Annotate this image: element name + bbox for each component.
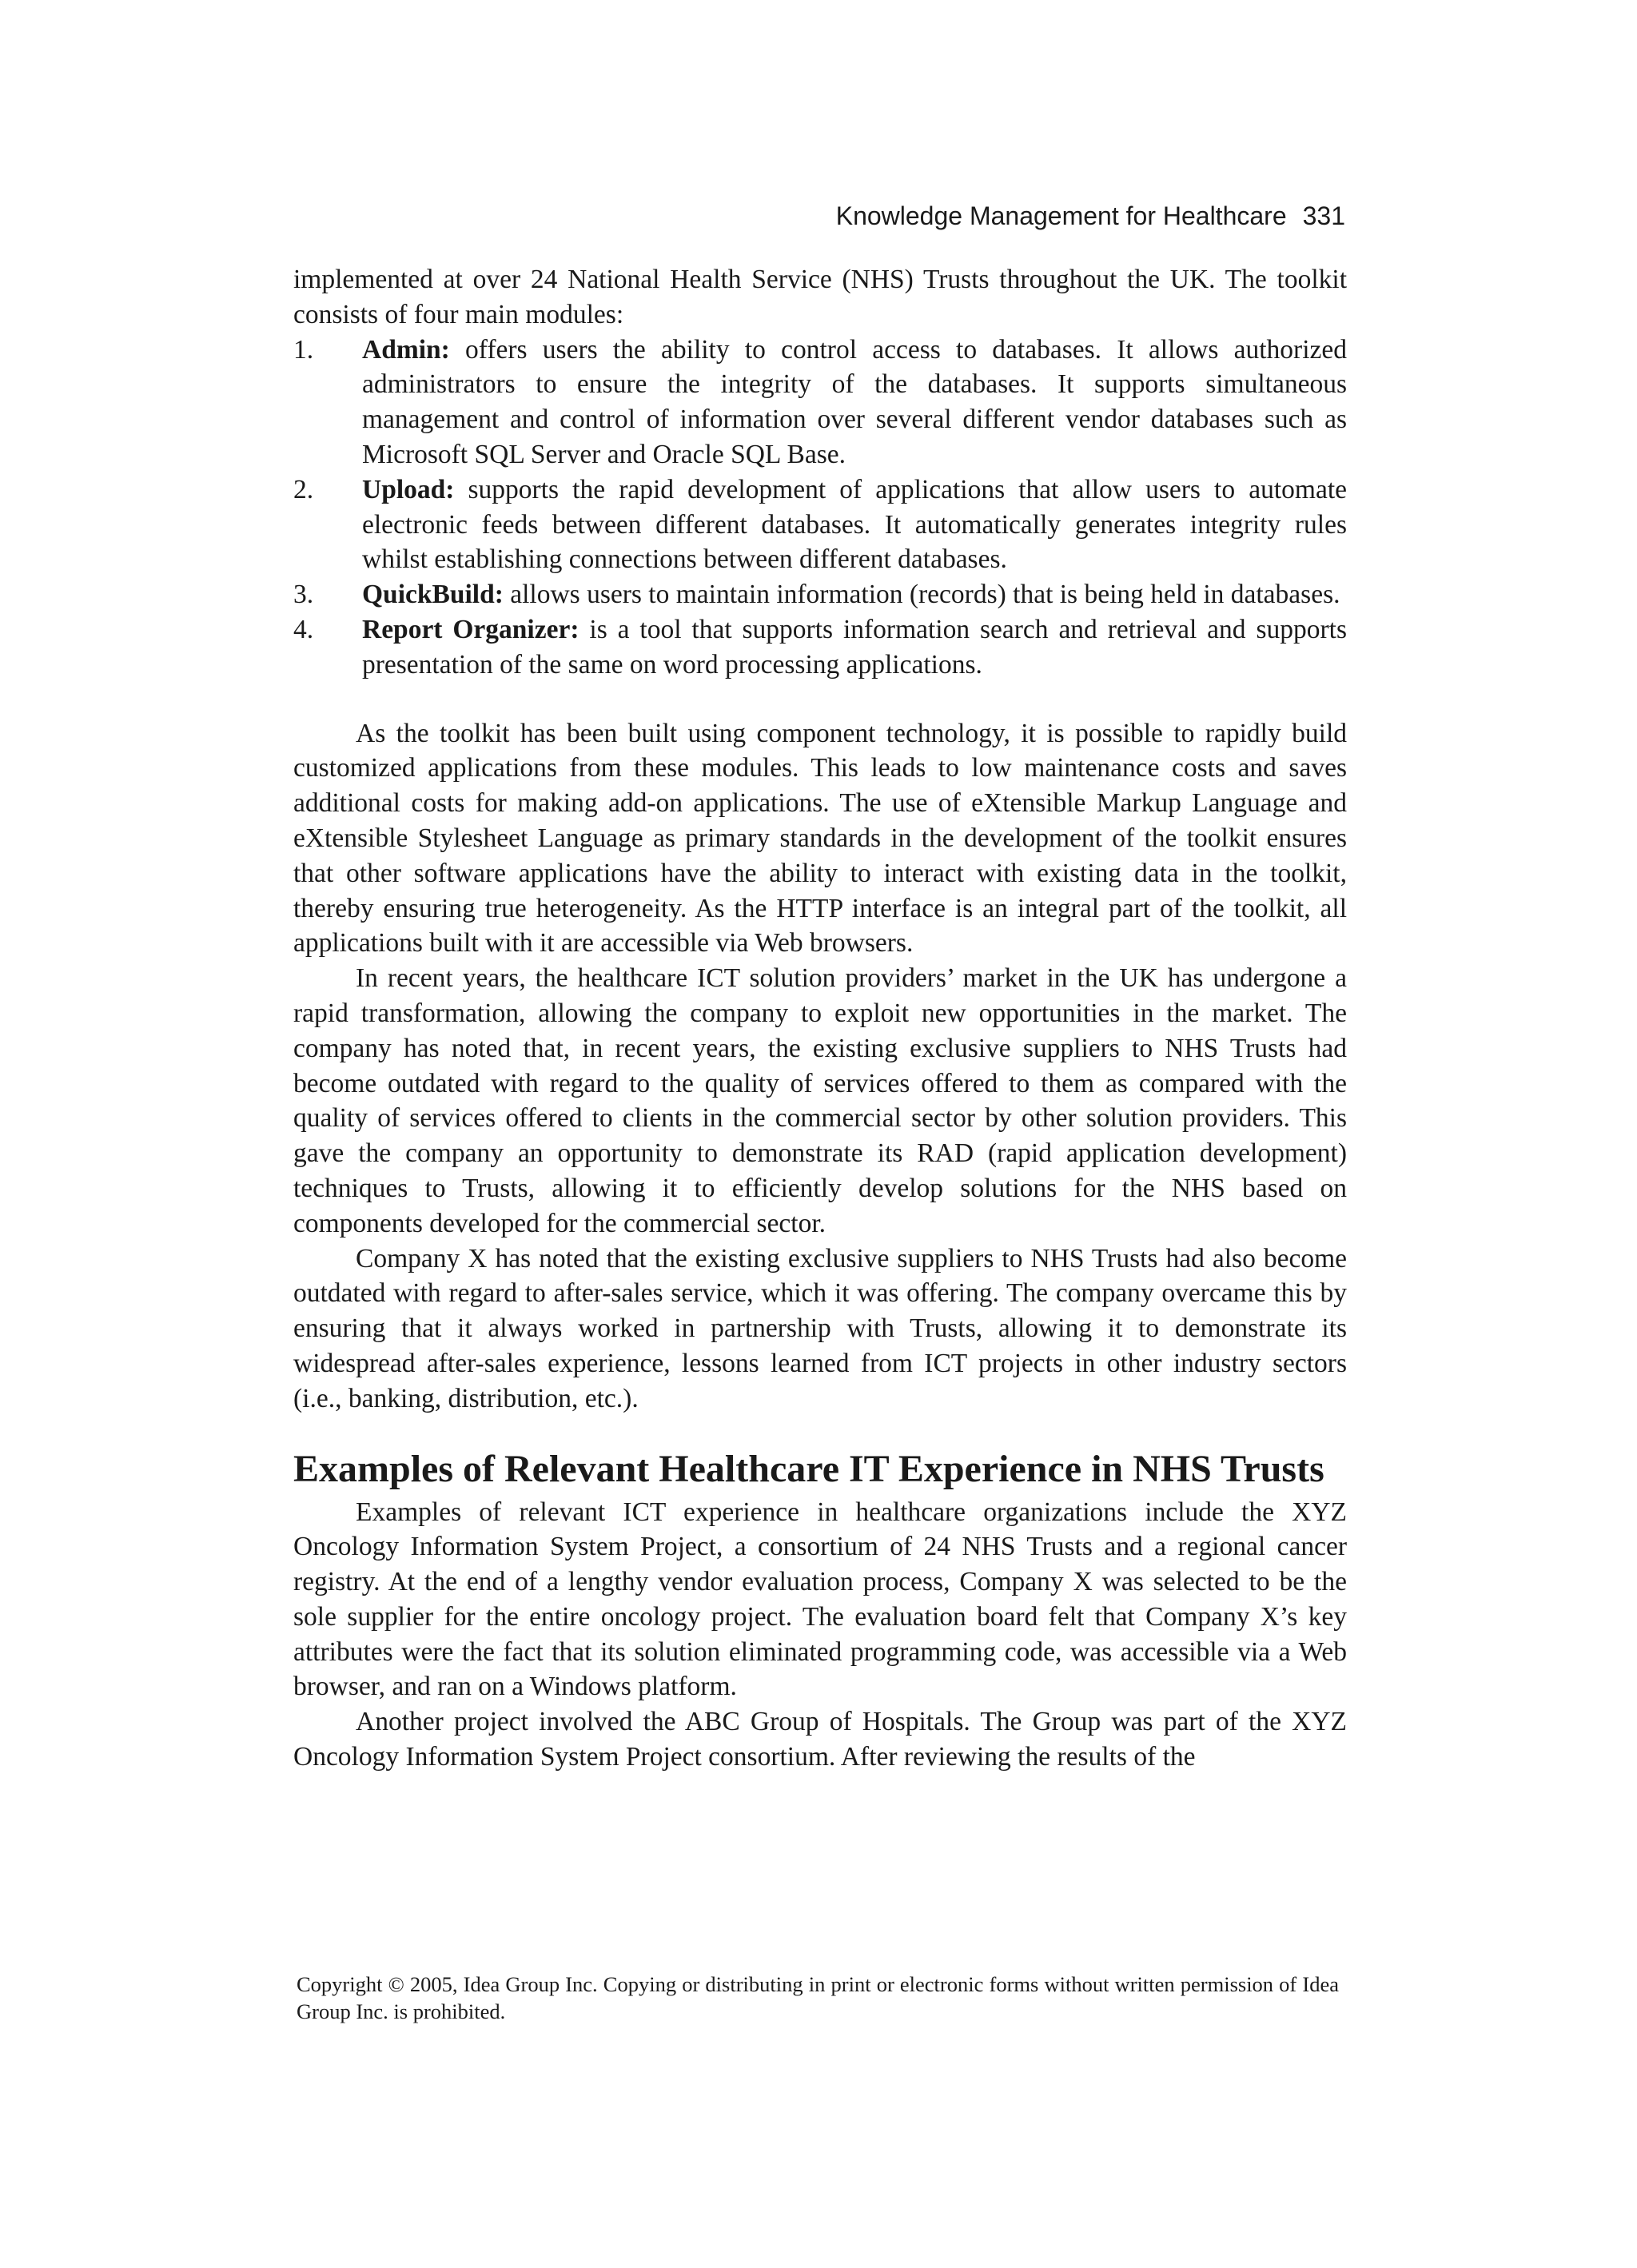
list-item-text [362, 612, 1347, 683]
body-paragraph: Company X has noted that the existing exclusive suppliers to NHS Trusts had also become outdated with regard to after-sales service, which it was offering. The company overcame this by ensuring that it always worked in partnership with Trusts, allowing it to demonstrate its widespread after-sales experience, lessons learned from ICT projects in other industry sectors (i.e., banking, distribution, etc.). [293, 1243, 1347, 1413]
module-description: offers users the ability to control access to databases. It allows authorized administrators to ensure the integrity of the databases. It supports simultaneous management and control of information over several different vendor databases such as Microsoft SQL Server and Oracle SQL Base. [362, 334, 1347, 469]
module-description: allows users to maintain information (records) that is being held in databases. [503, 580, 1340, 610]
page-number: 331 [1302, 201, 1345, 230]
section-heading: Examples of Relevant Healthcare IT Experience in NHS Trusts [293, 1447, 1324, 1490]
module-term: QuickBuild: [362, 580, 504, 610]
module-term: Admin: [362, 334, 450, 365]
running-header [293, 200, 1347, 232]
module-term: Upload: [362, 474, 455, 504]
module-description: is a tool that supports information search and retrieval and supports presentation of the same on word processing applications. [362, 614, 1347, 680]
body-paragraph: Another project involved the ABC Group of Hospitals. The Group was part of the XYZ Oncology Information System Project consortium. After reviewing the results of the [293, 1707, 1347, 1772]
list-number: 2. [293, 474, 314, 504]
list-item [293, 612, 1347, 683]
list-item-text [362, 472, 1347, 577]
list-item [293, 577, 1347, 612]
page-content [293, 200, 1347, 1775]
intro-paragraph: implemented at over 24 National Health Service (NHS) Trusts throughout the UK. The toolkit consists of four main modules: [293, 265, 1347, 329]
list-number: 3. [293, 580, 314, 610]
running-title: Knowledge Management for Healthcare [835, 201, 1287, 230]
body-paragraph: As the toolkit has been built using component technology, it is possible to rapidly build customized applications from these modules. This leads to low maintenance costs and saves additional costs for making add-on applications. The use of eXtensible Markup Language and eXtensible Stylesheet Language as primary standards in the development of the toolkit ensures that other software applications have the ability to interact with existing data in the toolkit, thereby ensuring true heterogeneity. As the HTTP interface is an integral part of the toolkit, all applications built with it are accessible via Web browsers. [293, 718, 1347, 959]
list-item [293, 472, 1347, 577]
list-number: 1. [293, 334, 314, 365]
list-number: 4. [293, 614, 314, 644]
module-list [293, 333, 1347, 683]
spacer [293, 683, 1347, 716]
module-term: Report Organizer: [362, 614, 580, 644]
body-paragraph: Examples of relevant ICT experience in healthcare organizations include the XYZ Oncology Information System Project, a consortium of 24 NHS Trusts and a regional cancer registry. At the end of a lengthy vendor evaluation process, Company X was selected to be the sole supplier for the entire oncology project. The evaluation board felt that Company X’s key attributes were the fact that its solution eliminated programming code, was accessible via a Web browser, and ran on a Windows platform. [293, 1497, 1347, 1702]
list-item [293, 333, 1347, 472]
list-item-text [362, 577, 1347, 612]
copyright-notice: Copyright © 2005, Idea Group Inc. Copying or distributing in print or electronic forms without written permission of Idea Group Inc. is prohibited. [297, 1972, 1339, 2023]
module-description: supports the rapid development of applications that allow users to automate electronic feeds between different databases. It automatically generates integrity rules whilst establishing connections between different databases. [362, 474, 1347, 575]
list-item-text [362, 333, 1347, 472]
body-paragraph: In recent years, the healthcare ICT solution providers’ market in the UK has undergone a rapid transformation, allowing the company to exploit new opportunities in the market. The company has noted that, in recent years, the existing exclusive suppliers to NHS Trusts had become outdated with regard to the quality of services offered to them as compared with the quality of services offered to clients in the commercial sector by other solution providers. This gave the company an opportunity to demonstrate its RAD (rapid application development) techniques to Trusts, allowing it to efficiently develop solutions for the NHS based on components developed for the commercial sector. [293, 963, 1347, 1238]
